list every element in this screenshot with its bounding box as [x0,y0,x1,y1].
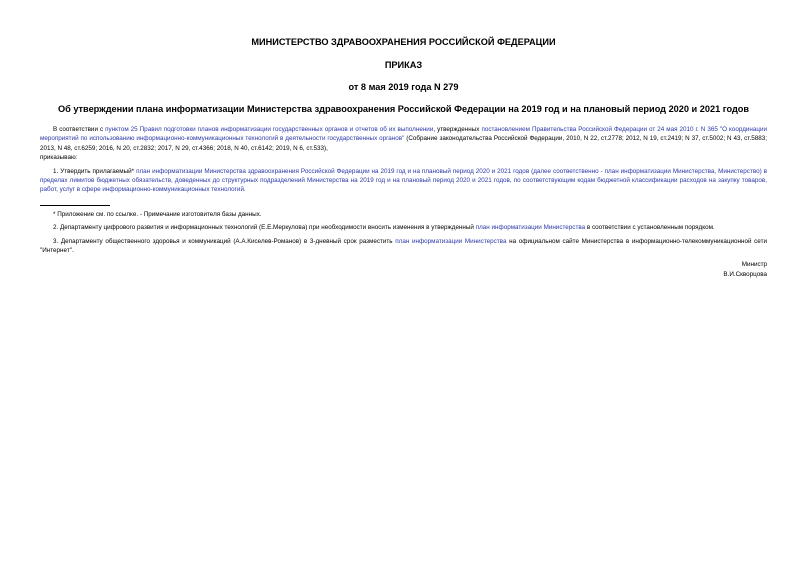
government-decree-link[interactable]: постановлением Правительства Российской Федерации от 24 мая 2010 г. N 365 "О координации мероприятий по использованию информационно-коммуникационных технологий в деятельности государственных органов" [40,126,768,143]
preamble-text-2: , утвержденных [433,126,482,133]
document-page [40,36,767,279]
signature-name: В.И.Скворцова [723,270,767,278]
item-2-plan-link[interactable]: план информатизации Министерства [475,224,586,232]
ministry-heading: МИНИСТЕРСТВО ЗДРАВООХРАНЕНИЯ РОССИЙСКОЙ ФЕДЕРАЦИИ [251,37,556,47]
preamble-text-1: В соответствии с [53,126,106,133]
footnote-divider [40,205,110,206]
date-number-heading: от 8 мая 2019 года N 279 [348,82,459,92]
item-2-paragraph [40,223,767,232]
informatization-plan-link[interactable]: план информатизации Министерства здравоохранения Российской Федерации на 2019 год и на плановый период 2020 и 2021 годов (далее соответственно - план информатизации Министерства, Министерство) в пределах лимитов бюджетных обязательств, доведенных до структурных подразделений Министерства на 2019 год и на плановый период 2020 и 2021 годов, по соответствующим кодам бюджетной классификации расходов на закупку товаров, работ, услуг в сфере информационно-коммуникационных технологий. [40,167,768,194]
item-3-paragraph [40,237,767,256]
item-2-text-2: в соответствии с установленным порядком. [585,224,715,232]
document-title: Об утверждении плана информатизации Министерства здравоохранения Российской Федерации на 2019 год и на плановый период 2020 и 2021 годов [57,104,750,114]
signature-position: Министр [741,261,767,269]
preamble-paragraph [40,125,767,153]
order-word: приказываю: [40,154,78,162]
rules-link[interactable]: пунктом 25 Правил подготовки планов информатизации государственных органов и отчетов об их выполнении [105,126,434,133]
footnote: * Приложение см. по ссылке. - Примечание изготовителя базы данных. [53,210,262,218]
preamble-text-3: (Собрание законодательства Российской Федерации, 2010, N 22, ст.2778; 2012, N 19, ст.2419; N 37, ст.5002; N 43, ст.5883; 2013, N 48, ст.6259; 2016, N 20, ст.2832; 2017, N 29, ст.4366; 2018, N 40, ст.6142; 2019, N 6, ст.533), [40,135,767,152]
doc-type-heading: ПРИКАЗ [384,60,423,70]
item-1-text: 1. Утвердить прилагаемый* [53,167,137,175]
item-3-text-2: на официальном сайте Министерства в информационно-телекоммуникационной сети "Интернет". [40,237,767,255]
item-1-paragraph [40,167,767,195]
item-3-text-1: 3. Департаменту общественного здоровья и коммуникаций (А.А.Киселев-Романов) в 3-дневный срок разместить [53,237,396,245]
item-2-text-1: 2. Департаменту цифрового развития и информационных технологий (Е.Е.Меркулова) при необходимости вносить изменения в утвержденный [53,224,476,232]
item-3-plan-link[interactable]: план информатизации Министерства [395,237,507,245]
